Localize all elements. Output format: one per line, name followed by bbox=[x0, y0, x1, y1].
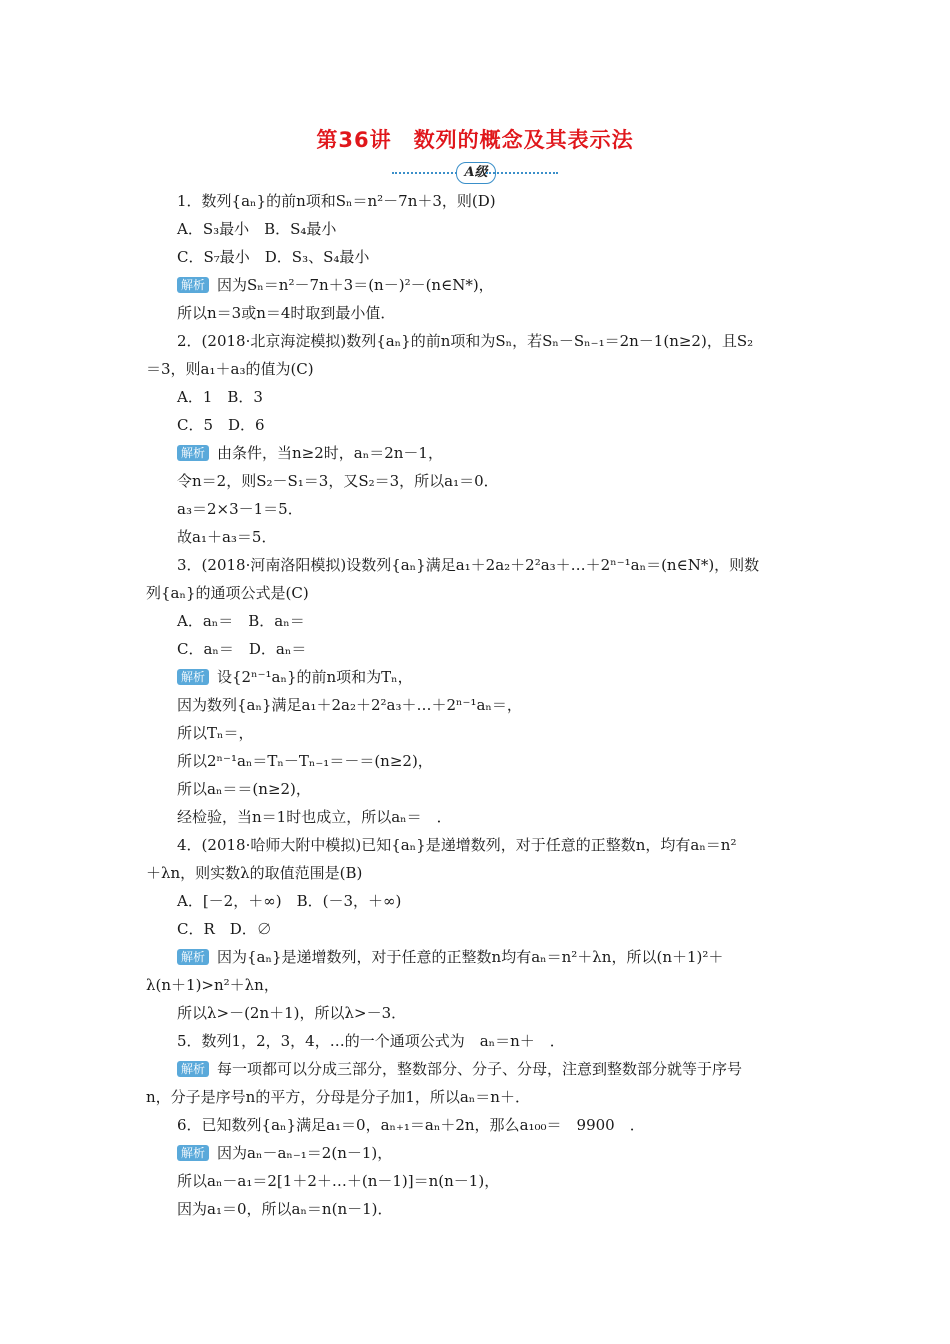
q3-options-ab: A．aₙ＝ B．aₙ＝ bbox=[177, 612, 305, 630]
q2-analysis-4: 故a₁＋a₃＝5． bbox=[177, 528, 277, 546]
level-badge: A级 bbox=[456, 162, 496, 184]
q1-analysis: 解析 因为Sₙ＝n²－7n＋3＝(n－)²－(n∈N*)， bbox=[177, 274, 494, 296]
q3-analysis-3: 所以Tₙ＝， bbox=[177, 724, 254, 742]
q6-stem: 6．已知数列{aₙ}满足a₁＝0，aₙ₊₁＝aₙ＋2n，那么a₁₀₀＝ 9900 ． bbox=[177, 1116, 645, 1134]
q6-analysis-2: 所以aₙ－a₁＝2[1＋2＋…＋(n－1)]＝n(n－1)， bbox=[177, 1172, 500, 1190]
q4-stem: 4．(2018·哈师大附中模拟)已知{aₙ}是递增数列，对于任意的正整数n，均有aₙ＝n² bbox=[177, 836, 737, 854]
q4-options-cd: C．R D．∅ bbox=[177, 920, 272, 938]
q5-analysis: 解析 每一项都可以分成三部分，整数部分、分子、分母，注意到整数部分就等于序号 bbox=[177, 1058, 742, 1080]
q3-options-cd: C．aₙ＝ D．aₙ＝ bbox=[177, 640, 307, 658]
analysis-tag: 解析 bbox=[177, 277, 209, 293]
dotted-rule-left bbox=[392, 172, 464, 174]
q5-analysis-2: n，分子是序号n的平方，分母是分子加1，所以aₙ＝n＋． bbox=[146, 1088, 530, 1106]
q2-analysis-2: 令n＝2，则S₂－S₁＝3，又S₂＝3，所以a₁＝0． bbox=[177, 472, 499, 490]
q3-stem: 3．(2018·河南洛阳模拟)设数列{aₙ}满足a₁＋2a₂＋2²a₃＋…＋2ⁿ⁻¹aₙ＝(n∈N*)，则数 bbox=[177, 556, 760, 574]
q2-options-ab: A．1 B．3 bbox=[177, 388, 263, 406]
q3-analysis-2: 因为数列{aₙ}满足a₁＋2a₂＋2²a₃＋…＋2ⁿ⁻¹aₙ＝， bbox=[177, 696, 522, 714]
analysis-tag: 解析 bbox=[177, 445, 209, 461]
analysis-tag: 解析 bbox=[177, 669, 209, 685]
level-divider bbox=[0, 161, 950, 185]
q2-analysis-3: a₃＝2×3－1＝5． bbox=[177, 500, 303, 518]
q1-analysis-2: 所以n＝3或n＝4时取到最小值． bbox=[177, 304, 396, 322]
q5-stem: 5．数列1，2，3，4，…的一个通项公式为 aₙ＝n＋ ． bbox=[177, 1032, 565, 1050]
q4-options-ab: A．[－2，＋∞) B．(－3，＋∞) bbox=[177, 892, 402, 910]
q3-analysis-4: 所以2ⁿ⁻¹aₙ＝Tₙ－Tₙ₋₁＝－＝(n≥2)， bbox=[177, 752, 433, 770]
q4-analysis-2: λ(n＋1)>n²＋λn， bbox=[146, 976, 279, 994]
q1-options-cd: C．S₇最小 D．S₃、S₄最小 bbox=[177, 248, 370, 266]
analysis-tag: 解析 bbox=[177, 1145, 209, 1161]
q1-stem: 1．数列{aₙ}的前n项和Sₙ＝n²－7n＋3，则(D) bbox=[177, 192, 496, 210]
q2-analysis: 解析 由条件，当n≥2时，aₙ＝2n－1， bbox=[177, 442, 443, 464]
q2-options-cd: C．5 D．6 bbox=[177, 416, 265, 434]
q3-analysis-5: 所以aₙ＝＝(n≥2)， bbox=[177, 780, 311, 798]
page-title: 第36讲 数列的概念及其表示法 bbox=[316, 128, 634, 152]
q1-options-ab: A．S₃最小 B．S₄最小 bbox=[177, 220, 337, 238]
analysis-tag: 解析 bbox=[177, 949, 209, 965]
q3-analysis: 解析 设{2ⁿ⁻¹aₙ}的前n项和为Tₙ， bbox=[177, 666, 413, 688]
q4-analysis-3: 所以λ>－(2n＋1)，所以λ>－3． bbox=[177, 1004, 407, 1022]
q3-stem-2: 列{aₙ}的通项公式是(C) bbox=[146, 584, 309, 602]
q6-analysis-3: 因为a₁＝0，所以aₙ＝n(n－1)． bbox=[177, 1200, 393, 1218]
analysis-tag: 解析 bbox=[177, 1061, 209, 1077]
q2-stem-2: ＝3，则a₁＋a₃的值为(C) bbox=[146, 360, 314, 378]
q2-stem: 2．(2018·北京海淀模拟)数列{aₙ}的前n项和为Sₙ，若Sₙ－Sₙ₋₁＝2n－1(n≥2)，且S₂ bbox=[177, 332, 754, 350]
q6-analysis: 解析 因为aₙ－aₙ₋₁＝2(n－1)， bbox=[177, 1142, 392, 1164]
q4-stem-2: ＋λn，则实数λ的取值范围是(B) bbox=[146, 864, 363, 882]
dotted-rule-right bbox=[486, 172, 558, 174]
q3-analysis-6: 经检验，当n＝1时也成立，所以aₙ＝ ． bbox=[177, 808, 452, 826]
q4-analysis: 解析 因为{aₙ}是递增数列，对于任意的正整数n均有aₙ＝n²＋λn，所以(n＋1)²＋ bbox=[177, 946, 723, 968]
